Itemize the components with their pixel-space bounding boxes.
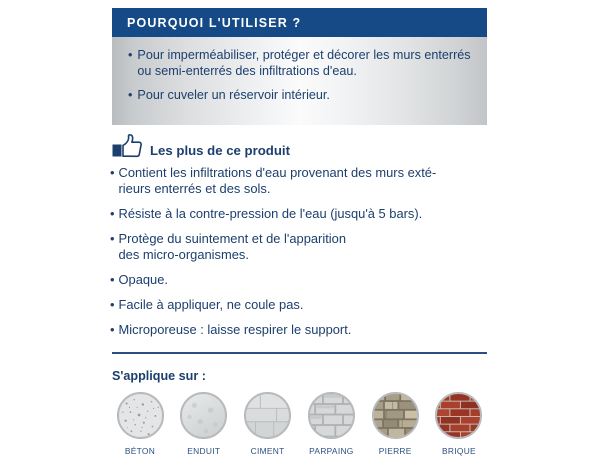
bullet-icon: • [110, 165, 115, 180]
material-item-beton [112, 392, 168, 456]
product-benefits-heading [112, 134, 290, 160]
list-item [110, 231, 470, 263]
material-label: ENDUIT [187, 446, 221, 456]
bullet-icon: • [110, 297, 115, 312]
why-use-panel [112, 8, 487, 125]
material-item-parpaing [303, 392, 359, 456]
list-item-text: Résiste à la contre-pression de l'eau (jusqu'à 5 bars). [118, 206, 423, 221]
parpaing-texture-icon [308, 392, 355, 439]
brique-texture-icon [435, 392, 482, 439]
list-item-text: Facile à appliquer, ne coule pas. [118, 297, 304, 312]
why-use-item-text: Pour cuveler un réservoir intérieur. [137, 88, 330, 102]
pierre-texture-icon [372, 392, 419, 439]
material-label: CIMENT [250, 446, 285, 456]
list-item-line: rieurs enterrés et des sols. [118, 181, 271, 196]
bullet-icon: • [128, 88, 133, 102]
ciment-texture-icon [244, 392, 291, 439]
why-use-header [112, 8, 487, 37]
why-use-title: POURQUOI L'UTILISER ? [127, 15, 302, 30]
beton-texture-icon [117, 392, 164, 439]
list-item-text: Opaque. [118, 272, 168, 287]
list-item [110, 165, 470, 197]
list-item [110, 322, 470, 338]
material-label: PARPAING [309, 446, 354, 456]
material-item-pierre [367, 392, 423, 456]
list-item [110, 206, 470, 222]
material-item-enduit [176, 392, 232, 456]
bullet-icon: • [128, 48, 133, 62]
bullet-icon: • [110, 206, 115, 221]
section-divider [112, 352, 487, 354]
thumbs-up-icon [112, 134, 142, 160]
why-use-body [112, 37, 487, 125]
list-item-text [119, 165, 470, 197]
bullet-icon: • [110, 322, 115, 337]
list-item-line: Protège du suintement et de l'apparition [118, 231, 346, 246]
list-item [110, 297, 470, 313]
list-item-text: Microporeuse : laisse respirer le support. [118, 322, 352, 337]
product-benefits-title: Les plus de ce produit [150, 142, 290, 158]
bullet-icon: • [110, 231, 115, 246]
material-label: BRIQUE [442, 446, 476, 456]
list-item-line: Contient les infiltrations d'eau provenant des murs exté- [118, 165, 437, 180]
why-use-item [128, 88, 471, 104]
product-benefits-list [110, 165, 470, 347]
why-use-item-text: Pour imperméabiliser, protéger et décorer les murs enterrés ou semi-enterrés des infiltrations d'eau. [137, 48, 471, 78]
material-label: BÉTON [124, 446, 156, 456]
enduit-texture-icon [180, 392, 227, 439]
material-list [112, 392, 487, 456]
list-item-text [119, 231, 470, 263]
bullet-icon: • [110, 272, 115, 287]
material-item-brique [431, 392, 487, 456]
why-use-item [128, 48, 471, 79]
applies-on-title: S'applique sur : [112, 369, 206, 383]
material-item-ciment [240, 392, 296, 456]
material-label: PIERRE [378, 446, 412, 456]
list-item-line: des micro-organismes. [118, 247, 249, 262]
list-item [110, 272, 470, 288]
